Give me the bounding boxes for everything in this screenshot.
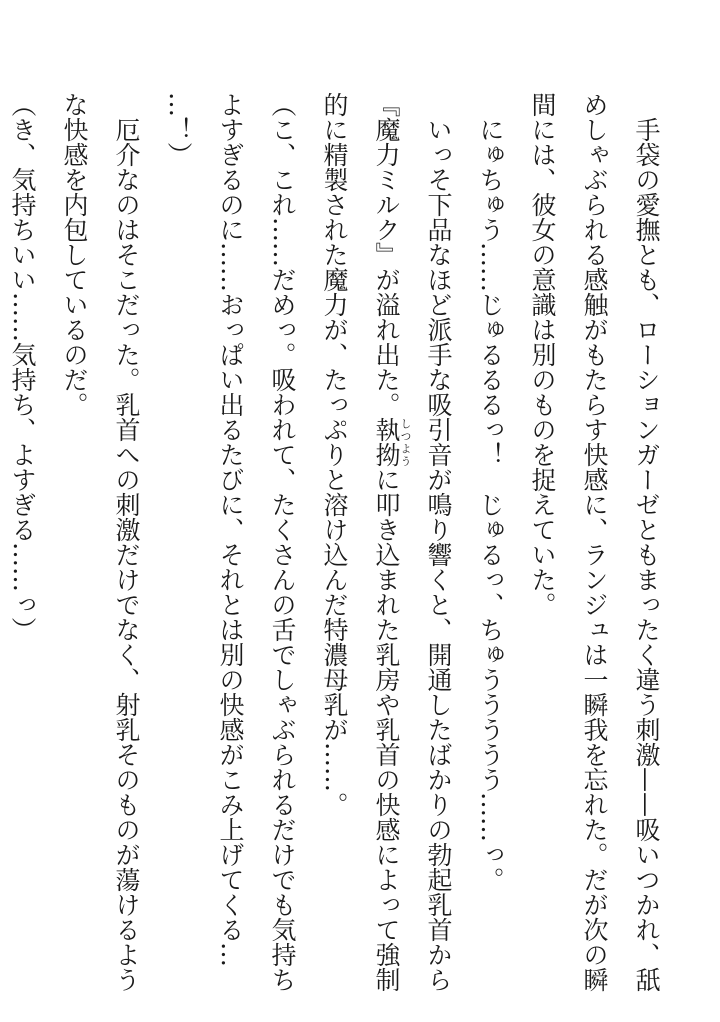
text-line-7: 的に精製された魔力が、たっぷりと溶け込んだ特濃母乳が……。 (320, 92, 349, 817)
text-line-10: …！） (164, 92, 193, 167)
text-line-2: めしゃぶられる感触がもたらす快感に、ランジュは一瞬我を忘れた。だが次の瞬 (580, 92, 609, 992)
text-line-9: よすぎるのに……おっぱい出るたびに、それとは別の快感がこみ上げてくる… (216, 92, 245, 967)
text-line-3: 間には、彼女の意識は別のものを捉えていた。 (528, 92, 557, 617)
vertical-text-body (0, 92, 672, 992)
text-line-8: （こ、これ……だめっ。吸われて、たくさんの舌でしゃぶられるだけでも気持ち (268, 92, 297, 992)
ruby-text: しつよう (399, 417, 412, 467)
text-line-1: 手袋の愛撫とも、ローションガーゼともまったく違う刺激——吸いつかれ、舐 (632, 92, 661, 992)
text-line-6: 『魔力ミルク』が溢れ出た。執拗しつように叩き込まれた乳房や乳首の快感によって強制 (372, 92, 412, 992)
text-line-11: 厄介なのはそこだった。乳首への刺激だけでなく、射乳そのものが蕩けるよう (112, 92, 141, 992)
text-line-4: にゅちゅう……じゅるるるっ！ じゅるっ、ちゅううううう……っ。 (476, 92, 505, 892)
text-line-13: （き、気持ちいい……気持ち、よすぎる……っ） (8, 92, 37, 642)
ruby-word: 執拗しつよう (372, 417, 412, 467)
text-line-5: いっそ下品なほど派手な吸引音が鳴り響くと、開通したばかりの勃起乳首から (424, 92, 453, 992)
text-line-12: な快感を内包しているのだ。 (60, 92, 89, 417)
